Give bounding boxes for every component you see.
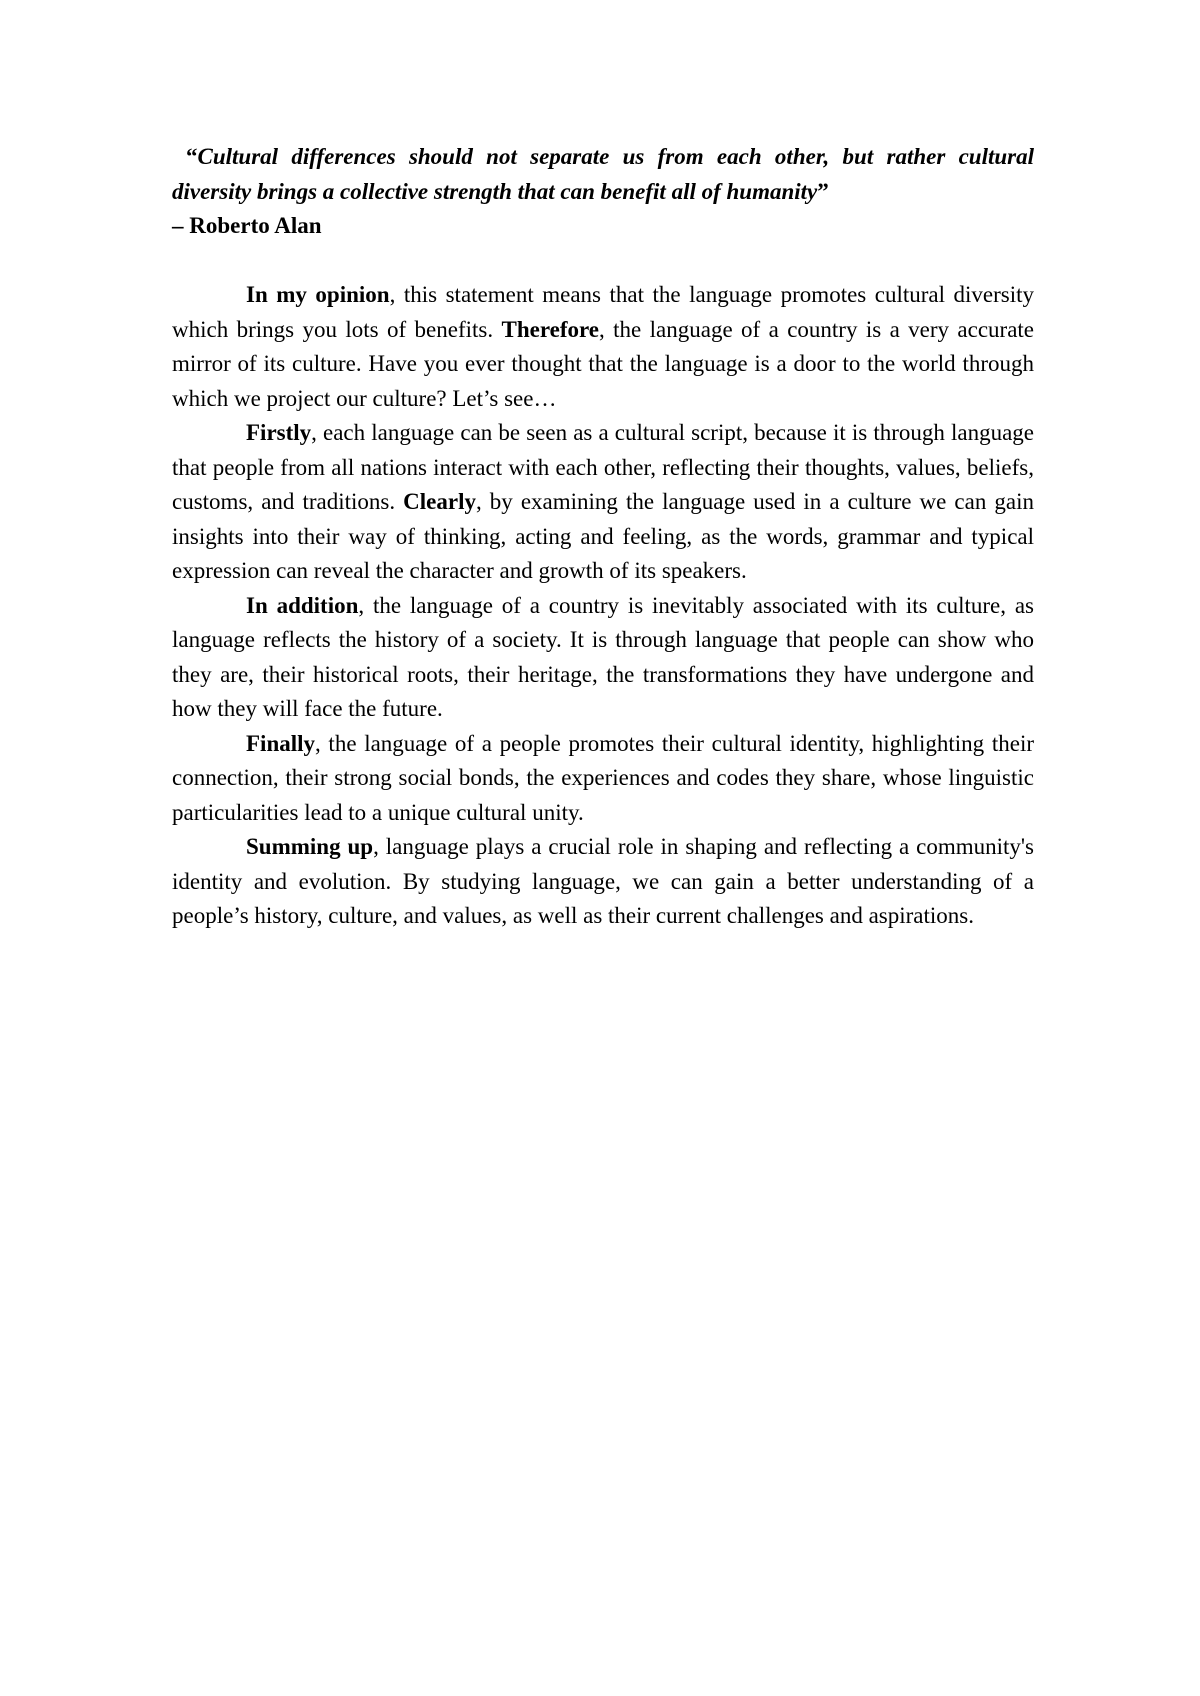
paragraph-firstly: [172, 416, 1034, 589]
paragraph-text-continued: , by examining the language used in a culture we can gain insights into their way of thinking, acting and feeling, as the words, grammar and typical expression can reveal the character and growth of its speakers.: [172, 489, 1034, 583]
paragraph-text: , each language can be seen as a cultural script, because it is through language that people from all nations interact with each other, reflecting their thoughts, values, beliefs, customs, and traditions.: [172, 420, 1034, 514]
paragraph-lead: Finally: [246, 730, 316, 756]
paragraph-opinion: [172, 278, 1034, 416]
paragraph-text: , language plays a crucial role in shaping and reflecting a community's identity and evolution. By studying language, we can gain a better understanding of a people’s history, culture, and values, as well as their current challenges and aspirations.: [172, 834, 1035, 928]
paragraph-text: , the language of a people promotes their cultural identity, highlighting their connection, their strong social bonds, the experiences and codes they share, whose linguistic particularities lead to a unique cultural unity.: [172, 730, 1034, 825]
close-quote-mark: ”: [817, 178, 829, 204]
paragraph-text: , the language of a country is inevitably associated with its culture, as language reflects the history of a society. It is through language that people can show who they are, their historical roots, their heritage, the transformations they have undergone and how they will face the future.: [172, 592, 1034, 721]
paragraph-lead: Firstly: [246, 420, 312, 445]
open-quote-mark: “: [186, 144, 198, 169]
paragraph-lead-secondary: Clearly: [403, 489, 476, 514]
paragraph-in-addition: [172, 589, 1034, 727]
document-page: [172, 140, 1034, 934]
paragraph-summing-up: [172, 830, 1034, 934]
paragraph-lead: Summing up: [246, 834, 374, 859]
epigraph-text: Cultural differences should not separate us from each other, but rather cultural diversity brings a collective strength that can benefit all of humanity: [172, 144, 1034, 204]
paragraph-text-continued: , the language of a country is a very accurate mirror of its culture. Have you ever thought that the language is a door to the world through which we project our culture? Let’s see…: [172, 316, 1035, 411]
paragraph-finally: [172, 727, 1034, 831]
epigraph-attribution: – Roberto Alan: [172, 213, 322, 238]
paragraph-lead: In addition: [246, 592, 359, 618]
paragraph-lead-secondary: Therefore: [501, 316, 600, 342]
epigraph-quote: [172, 140, 1034, 209]
paragraph-text: , this statement means that the language promotes cultural diversity which brings you lots of benefits.: [172, 282, 1035, 342]
paragraph-lead: In my opinion: [246, 282, 390, 307]
blank-line: [172, 244, 1034, 279]
